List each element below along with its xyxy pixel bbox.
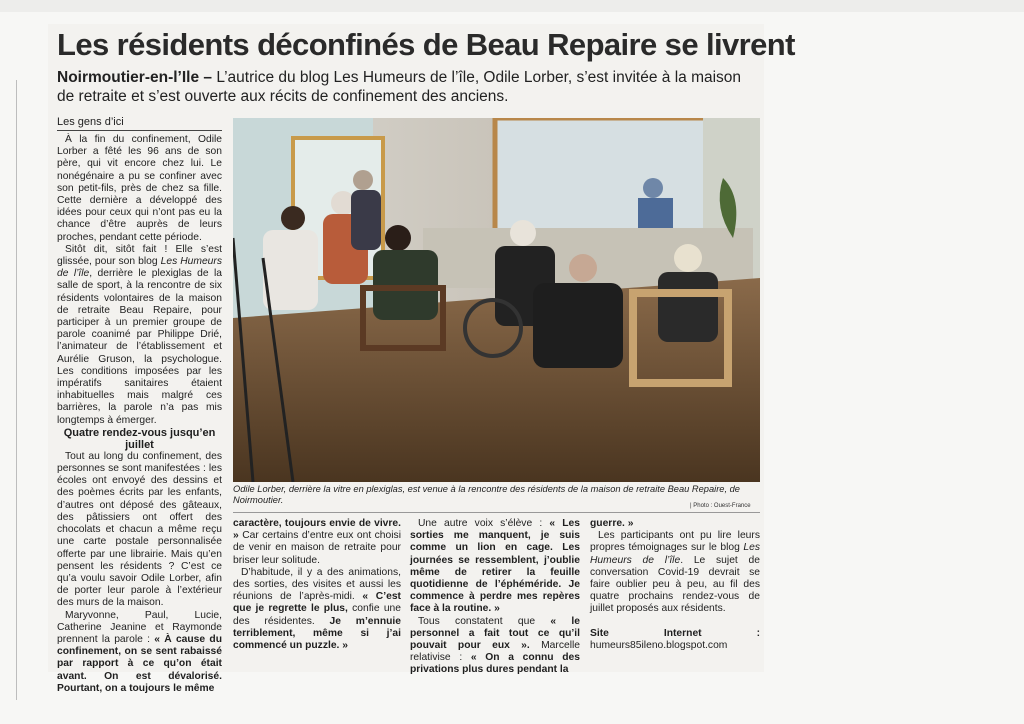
column-2 xyxy=(233,518,401,652)
column-1 xyxy=(57,134,222,695)
paragraph: Tous constatent que « le personnel a fait tout ce qu’il pouvait pour eux ». Marcelle relativise : « On a connu des privations plus dures pendant la xyxy=(410,615,581,676)
site-url[interactable]: humeurs85ileno.blogspot.com xyxy=(590,639,728,651)
scan-edge-line xyxy=(16,80,17,700)
subheading: Quatre rendez-vous jusqu’en juillet xyxy=(63,426,216,451)
dateline: Noirmoutier-en-l’Ile – xyxy=(57,69,213,86)
paragraph: Les participants ont pu lire leurs propres témoignages sur le blog Les Humeurs de l’île. Le sujet de conversation Covid-19 devrait se faire oublier peu à peu, au fil des quatre prochains rendez-vous de juillet proposés aux résidents. xyxy=(590,530,760,615)
article-lead xyxy=(57,68,757,106)
paragraph: Maryvonne, Paul, Lucie, Catherine Jeanine et Raymonde prennent la parole : « À cause du confinement, on se sent rabaissé par rapport à ce qu’on était avant. On est dévalorisé. Pourtant, on a toujours le même xyxy=(57,609,222,694)
paragraph: D’habitude, il y a des animations, des sorties, des visites et aussi les réunions de l’après-midi. « C’est que je regrette le plus, confie une des résidentes. Je m’ennuie terriblement, même si j’ai commencé un puzzle. » xyxy=(233,566,401,652)
article-photo xyxy=(233,118,760,482)
quote: « À cause du confinement, on se sent rabaissé par rapport à ce qu’on était avant. On est dévalorisé. Pourtant, on a toujours le même xyxy=(57,633,222,694)
column-4 xyxy=(590,518,760,652)
paragraph: guerre. » xyxy=(590,518,634,529)
site-link-line: Site Internet : humeurs85ileno.blogspot.com xyxy=(590,627,760,651)
blog-name: Les Humeurs de l’île xyxy=(57,256,222,280)
paragraph: Une autre voix s’élève : « Les sorties me manquent, je suis comme un lion en cage. Les journées se ressemblent, j’oublie même de retirer la feuille quotidienne de l’éphéméride. Je commence à perdre mes repères face à la routine. » xyxy=(410,518,580,615)
lead-text: L’autrice du blog Les Humeurs de l’île, Odile Lorber, s’est invitée à la maison de retraite et s’est ouverte aux récits de confinement des anciens. xyxy=(57,69,742,105)
column-3 xyxy=(410,518,580,677)
article-title: Les résidents déconfinés de Beau Repaire se livrent xyxy=(57,27,795,62)
rubric-underline xyxy=(57,130,222,131)
paragraph: caractère, toujours envie de vivre. » Car certains d’entre eux ont choisi de venir en maison de retraite pour briser leur solitude. xyxy=(233,518,401,566)
blog-name: Les Humeurs de l’île xyxy=(590,542,760,566)
photo-illustration xyxy=(233,118,760,482)
photo-caption: Odile Lorber, derrière la vitre en plexiglas, est venue à la rencontre des résidents de la maison de retraite Beau Repaire, de Noirmoutier. xyxy=(233,484,740,505)
paragraph: Tout au long du confinement, des personnes se sont manifestées : les écoles ont envoyé des dessins et des poèmes écrits par les enfants, d’autres ont déposé des gâteaux, des pâtissiers ont offert des chocolats et chacun a même reçu une carte postale personnalisée offerte par une librairie. Mais qu’en pensent les résidents ? C’est ce qu’a voulu savoir Odile Lorber, afin de porter leur parole à l’extérieur des murs de la maison. xyxy=(57,450,222,609)
caption-divider xyxy=(233,512,760,513)
photo-credit: | Photo : Ouest-France xyxy=(690,503,751,509)
paragraph: Sitôt dit, sitôt fait ! Elle s’est glissée, pour son blog Les Humeurs de l’île, derrière le plexiglas de la salle de sport, à la rencontre de six résidents volontaires de la maison de retraite Beau Repaire, pour participer à un premier groupe de parole coanimé par Philippe Drié, l’animateur de l’établissement et Aurélie Gruson, la psychologue. Les conditions imposées par les impératifs sanitaires étaient inhabituelles mais malgré ces barrières, la parole n’a pas mis longtemps à émerger. xyxy=(57,243,223,426)
scan-margin-top xyxy=(0,0,1024,12)
paragraph: À la fin du confinement, Odile Lorber a fêté les 96 ans de son père, qui vit encore chez lui. Le nonégénaire a pu se confiner avec son petit-fils, près de chez sa fille. Cette dernière a développé des idées pour ceux qui n’ont pas eu la chance d’être auprès de leurs proches, pendant cette période. xyxy=(57,134,222,243)
section-rubric: Les gens d’ici xyxy=(57,116,124,128)
